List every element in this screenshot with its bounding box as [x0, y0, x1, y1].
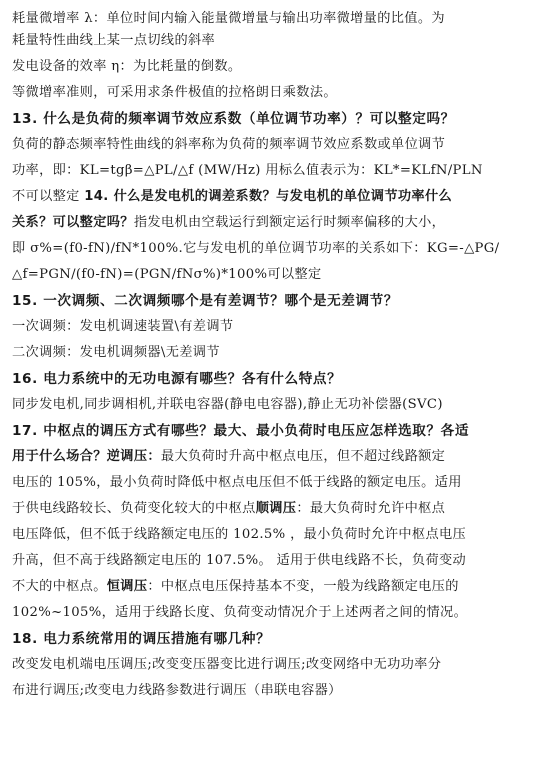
text-line: 二次调频：发电机调频器\无差调节 [12, 345, 220, 360]
text-run: 不可以整定 [12, 189, 85, 204]
text-line [12, 214, 534, 232]
text-line: 102%~105%，适用于线路长度、负荷变动情况介于上述两者之间的情况。 [12, 605, 468, 620]
section-heading-15: 15. 一次调频、二次调频哪个是有差调节？哪个是无差调节？ [12, 293, 399, 309]
text-run: 最大负荷时升高中枢点电压，但不超过线路额定 [160, 449, 446, 464]
section-heading-16: 16. 电力系统中的无功电源有哪些？各有什么特点？ [12, 371, 342, 387]
text-line: 一次调频：发电机调速装置\有差调节 [12, 319, 234, 334]
text-line [12, 188, 534, 206]
text-line: 等微增率准则，可采用求条件极值的拉格朗日乘数法。 [12, 85, 337, 100]
text-line [12, 500, 534, 518]
text-line: 升高，但不高于线路额定电压的 107.5%。 适用于供电线路不长，负荷变动 [12, 553, 467, 568]
text-line: 负荷的静态频率特性曲线的斜率称为负荷的频率调节效应系数或单位调节 [12, 137, 446, 152]
text-line: 发电设备的效率 η：为比耗量的倒数。 [12, 59, 242, 74]
section-heading-18: 18. 电力系统常用的调压措施有哪几种？ [12, 631, 271, 647]
text-line [12, 448, 534, 466]
text-line: 电压的 105%，最小负荷时降低中枢点电压但不低于线路的额定电压。适用 [12, 475, 462, 490]
section-heading-17: 17. 中枢点的调压方式有哪些？最大、最小负荷时电压应怎样选取？各适 [12, 423, 470, 439]
section-heading-13: 13. 什么是负荷的频率调节效应系数（单位调节功率）？可以整定吗？ [12, 111, 455, 127]
text-run: 不大的中枢点。 [12, 579, 107, 594]
section-heading-14: 14. 什么是发电机的调差系数？与发电机的单位调节功率什么 [84, 189, 453, 204]
term-shun-tiaoya: 顺调压 [255, 501, 297, 516]
text-run: 指发电机由空载运行到额定运行时频率偏移的大小， [133, 215, 446, 230]
text-line: 布进行调压;改变电力线路参数进行调压（串联电容器） [12, 683, 342, 698]
text-run: ：中枢点电压保持基本不变，一般为线路额定电压的 [147, 579, 459, 594]
text-line: 改变发电机端电压调压;改变变压器变比进行调压;改变网络中无功功率分 [12, 657, 442, 672]
text-line: 耗量特性曲线上某一点切线的斜率 [12, 33, 216, 48]
text-run: ：最大负荷时允许中枢点 [296, 501, 446, 516]
section-heading-17-cont: 用于什么场合？逆调压： [12, 449, 161, 464]
text-run: 于供电线路较长、负荷变化较大的中枢点 [12, 501, 256, 516]
section-heading-14-cont: 关系？可以整定吗？ [12, 215, 134, 230]
text-line: 功率，即：KL=tgβ=△PL/△f (MW/Hz) 用标么值表示为：KL*=KLfN/PLN [12, 163, 483, 178]
text-line: 即 σ%=(f0-fN)/fN*100%.它与发电机的单位调节功率的关系如下：KG=-△PG/ [12, 241, 500, 256]
text-line: △f=PGN/(f0-fN)=(PGN/fNσ%)*100%可以整定 [12, 267, 322, 282]
text-line: 电压降低，但不低于线路额定电压的 102.5% ，最小负荷时允许中枢点电压 [12, 527, 467, 542]
text-line: 耗量微增率 λ：单位时间内输入能量微增量与输出功率微增量的比值。为 [12, 11, 445, 26]
term-heng-tiaoya: 恒调压 [106, 579, 148, 594]
text-line: 同步发电机,同步调相机,并联电容器(静电电容器),静止无功补偿器(SVC) [12, 397, 443, 412]
text-line [12, 578, 534, 596]
